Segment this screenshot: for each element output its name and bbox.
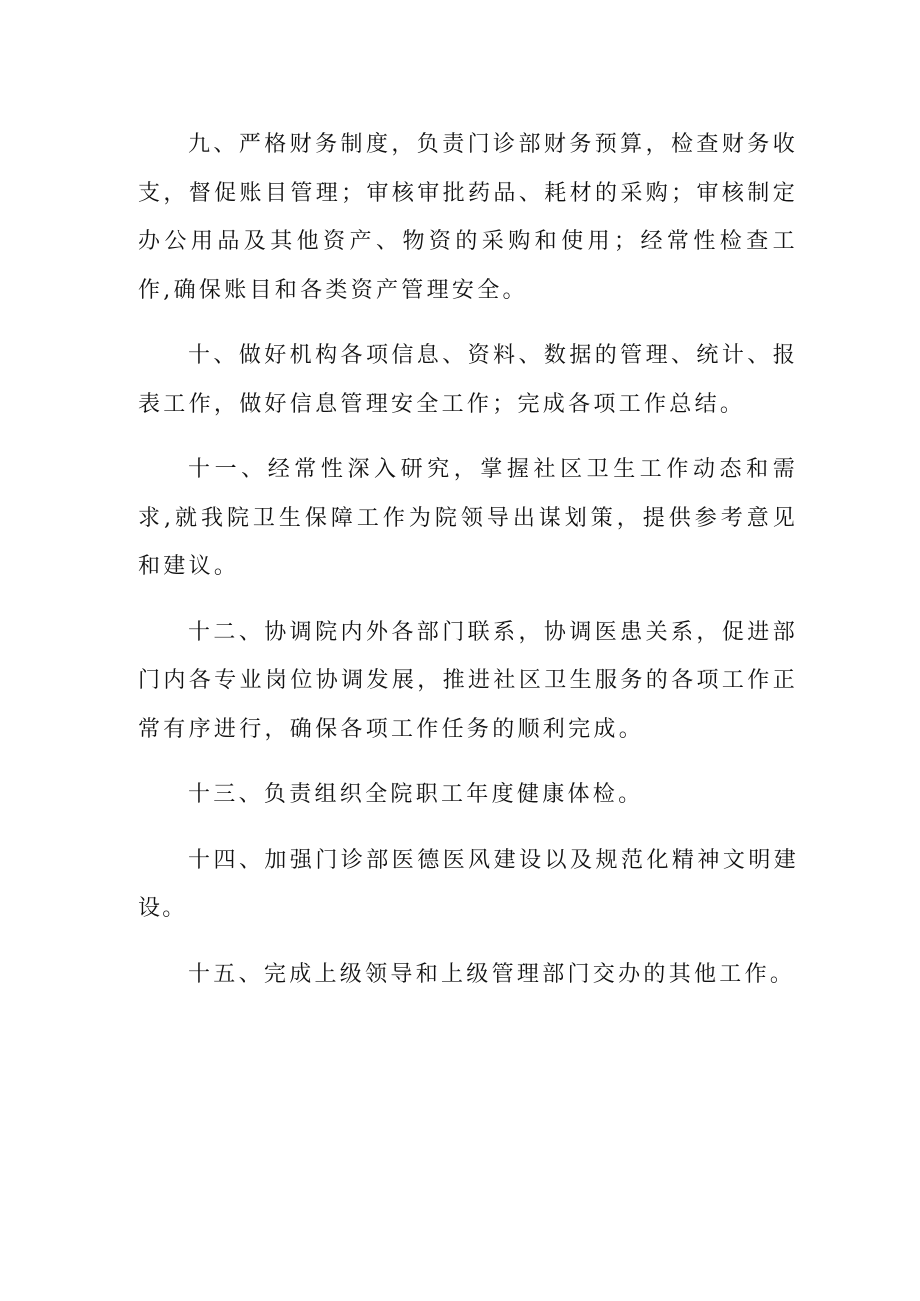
paragraph-item-12: 十二、协调院内外各部门联系，协调医患关系，促进部门内各专业岗位协调发展，推进社区卫生服务的各项工作正常有序进行，确保各项工作任务的顺利完成。 — [138, 619, 798, 742]
document-body — [138, 121, 798, 1016]
paragraph-item-9: 九、严格财务制度，负责门诊部财务预算，检查财务收支，督促账目管理；审核审批药品、耗材的采购；审核制定办公用品及其他资产、物资的采购和使用；经常性检查工作,确保账目和各类资产管理安全。 — [138, 132, 798, 303]
paragraph-item-11: 十一、经常性深入研究，掌握社区卫生工作动态和需求,就我院卫生保障工作为院领导出谋划策，提供参考意见和建议。 — [138, 457, 798, 579]
paragraph-item-15: 十五、完成上级领导和上级管理部门交办的其他工作。 — [188, 961, 796, 987]
paragraph-item-14: 十四、加强门诊部医德医风建设以及规范化精神文明建设。 — [138, 847, 798, 921]
paragraph-item-10: 十、做好机构各项信息、资料、数据的管理、统计、报表工作，做好信息管理安全工作；完成各项工作总结。 — [138, 343, 798, 417]
paragraph-item-13: 十三、负责组织全院职工年度健康体检。 — [188, 782, 644, 807]
